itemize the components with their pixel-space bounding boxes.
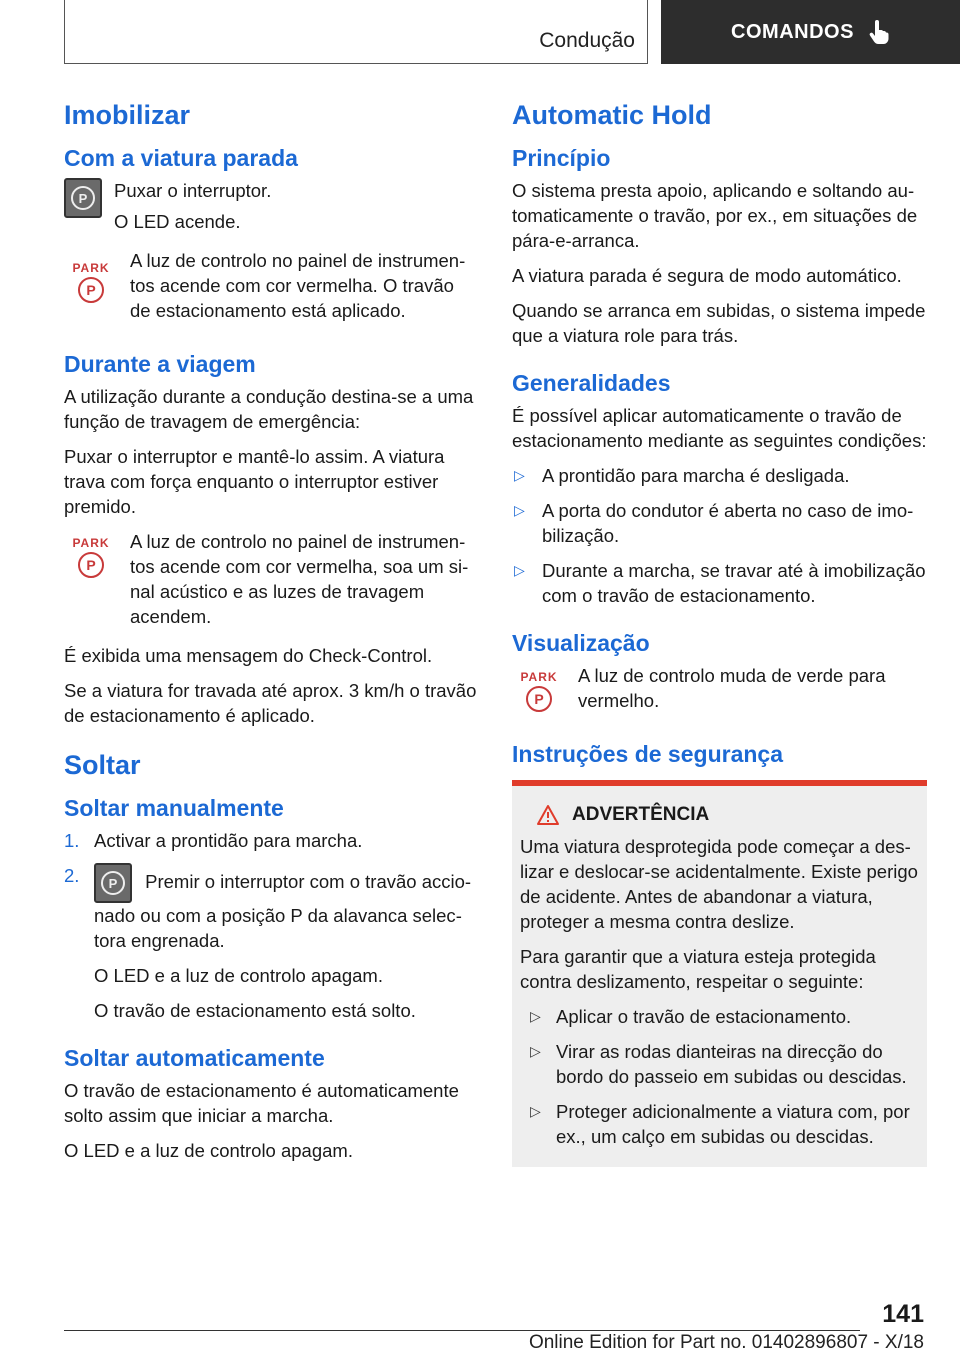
manual-paragraph-2: O travão de estacionamento está solto.: [94, 1000, 416, 1021]
heading-durante-viagem: Durante a viagem: [64, 351, 256, 377]
heading-principio: Princípio: [512, 145, 611, 171]
parking-brake-switch-icon: P: [64, 178, 102, 218]
heading-generalidades: Generalidades: [512, 370, 671, 396]
park-indicator-row: [64, 248, 479, 329]
warning-paragraph-2: Para garantir que a viatura esteja protegida contra deslizamento, respeitar o seguinte:: [520, 946, 876, 992]
header-section-box: [64, 0, 648, 64]
general-paragraph-1: É possível aplicar automaticamente o travão de estacionamento mediante as seguintes condições:: [512, 405, 927, 451]
list-item: 1. Activar a prontidão para marcha.: [64, 830, 363, 851]
park-indicator-icon: PARK P: [512, 663, 566, 719]
footer-divider: [64, 1330, 860, 1331]
list-item: ▷ Durante a marcha, se travar até à imobilização com o travão de estacionamento.: [514, 560, 926, 606]
header-chapter-title: COMANDOS: [731, 20, 854, 43]
general-conditions-list: [512, 463, 927, 608]
park-indicator-icon: PARK P: [64, 529, 118, 635]
auto-paragraph-1: O travão de estacionamento é automaticamente solto assim que iniciar a marcha.: [64, 1080, 459, 1126]
park-indicator-icon: PARK P: [64, 248, 118, 329]
warning-title: ADVERTÊNCIA: [572, 804, 710, 825]
page-number: 141: [882, 1300, 924, 1328]
visual-park-text: A luz de controlo muda de verde para vermelho.: [578, 665, 886, 711]
principio-paragraph-1: O sistema presta apoio, aplicando e soltando automaticamente o travão, por ex., em situações de pára-e-arranca.: [512, 180, 918, 251]
manual-paragraph-1: O LED e a luz de controlo apagam.: [94, 965, 383, 986]
heading-soltar-manualmente: Soltar manualmente: [64, 795, 284, 821]
principio-paragraph-3: Quando se arranca em subidas, o sistema impede que a viatura role para trás.: [512, 300, 926, 346]
parada-paragraph-2: O LED acende.: [114, 211, 241, 232]
left-column: [64, 100, 479, 1173]
park-indicator-row-2: [64, 529, 479, 635]
parking-switch-row: [64, 178, 479, 240]
heading-viatura-parada: Com a viatura parada: [64, 145, 298, 171]
warning-box: [512, 780, 927, 1167]
viagem-park-text: A luz de controlo no painel de instrumentos acende com cor vermelha, soa um sinal acústico e as luzes de travagem acendem.: [130, 531, 469, 627]
principio-paragraph-2: A viatura parada é segura de modo automático.: [512, 265, 902, 286]
header-chapter-tab: [661, 0, 960, 64]
parking-brake-switch-icon: P: [94, 863, 132, 903]
right-column: [512, 100, 927, 1167]
park-indicator-row-3: [512, 663, 927, 719]
header-section-title: Condução: [539, 29, 635, 52]
heading-visualizacao: Visualização: [512, 630, 650, 656]
list-item: ▷ Virar as rodas dianteiras na direcção do bordo do passeio em subidas ou descidas.: [530, 1041, 907, 1087]
list-item: ▷ Proteger adicionalmente a viatura com, por ex., um calço em subidas ou descidas.: [530, 1101, 910, 1147]
auto-paragraph-2: O LED e a luz de controlo apagam.: [64, 1140, 353, 1161]
viagem-paragraph-4: Se a viatura for travada até aprox. 3 km/h o travão de estacionamento é aplicado.: [64, 680, 477, 726]
heading-automatic-hold: Automatic Hold: [512, 100, 712, 130]
pointing-hand-icon: [868, 20, 890, 44]
viagem-paragraph-2: Puxar o interruptor e mantê-lo assim. A viatura trava com força enquanto o interruptor estiver premido.: [64, 446, 445, 517]
warning-triangle-icon: [536, 804, 560, 826]
heading-imobilizar: Imobilizar: [64, 100, 191, 130]
warning-list: [520, 1004, 919, 1149]
heading-instrucoes-seguranca: Instruções de segurança: [512, 741, 783, 767]
list-item: 2. P Premir o interruptor com o travão accionado ou com a posição P da alavanca selectora engrenada.: [64, 865, 472, 951]
parada-park-text: A luz de controlo no painel de instrumentos acende com cor vermelha. O travão de estacionamento está aplicado.: [130, 250, 466, 321]
viagem-paragraph-3: É exibida uma mensagem do Check-Control.: [64, 645, 433, 666]
manual-steps-list: [64, 828, 479, 953]
viagem-paragraph-1: A utilização durante a condução destina-se a uma função de travagem de emergência:: [64, 386, 474, 432]
list-item: ▷ Aplicar o travão de estacionamento.: [530, 1006, 852, 1027]
footer-edition: Online Edition for Part no. 01402896807 - X/18: [528, 1332, 924, 1353]
list-item: ▷ A prontidão para marcha é desligada.: [514, 465, 850, 486]
parada-paragraph-1: Puxar o interruptor.: [114, 180, 272, 201]
heading-soltar-automaticamente: Soltar automaticamente: [64, 1045, 325, 1071]
list-item: ▷ A porta do condutor é aberta no caso de imobilização.: [514, 500, 914, 546]
warning-paragraph-1: Uma viatura desprotegida pode começar a deslizar e deslocar-se acidentalmente. Existe perigo de acidente. Antes de abandonar a viatura, proteger a mesma contra deslize.: [520, 836, 918, 932]
heading-soltar: Soltar: [64, 750, 141, 780]
